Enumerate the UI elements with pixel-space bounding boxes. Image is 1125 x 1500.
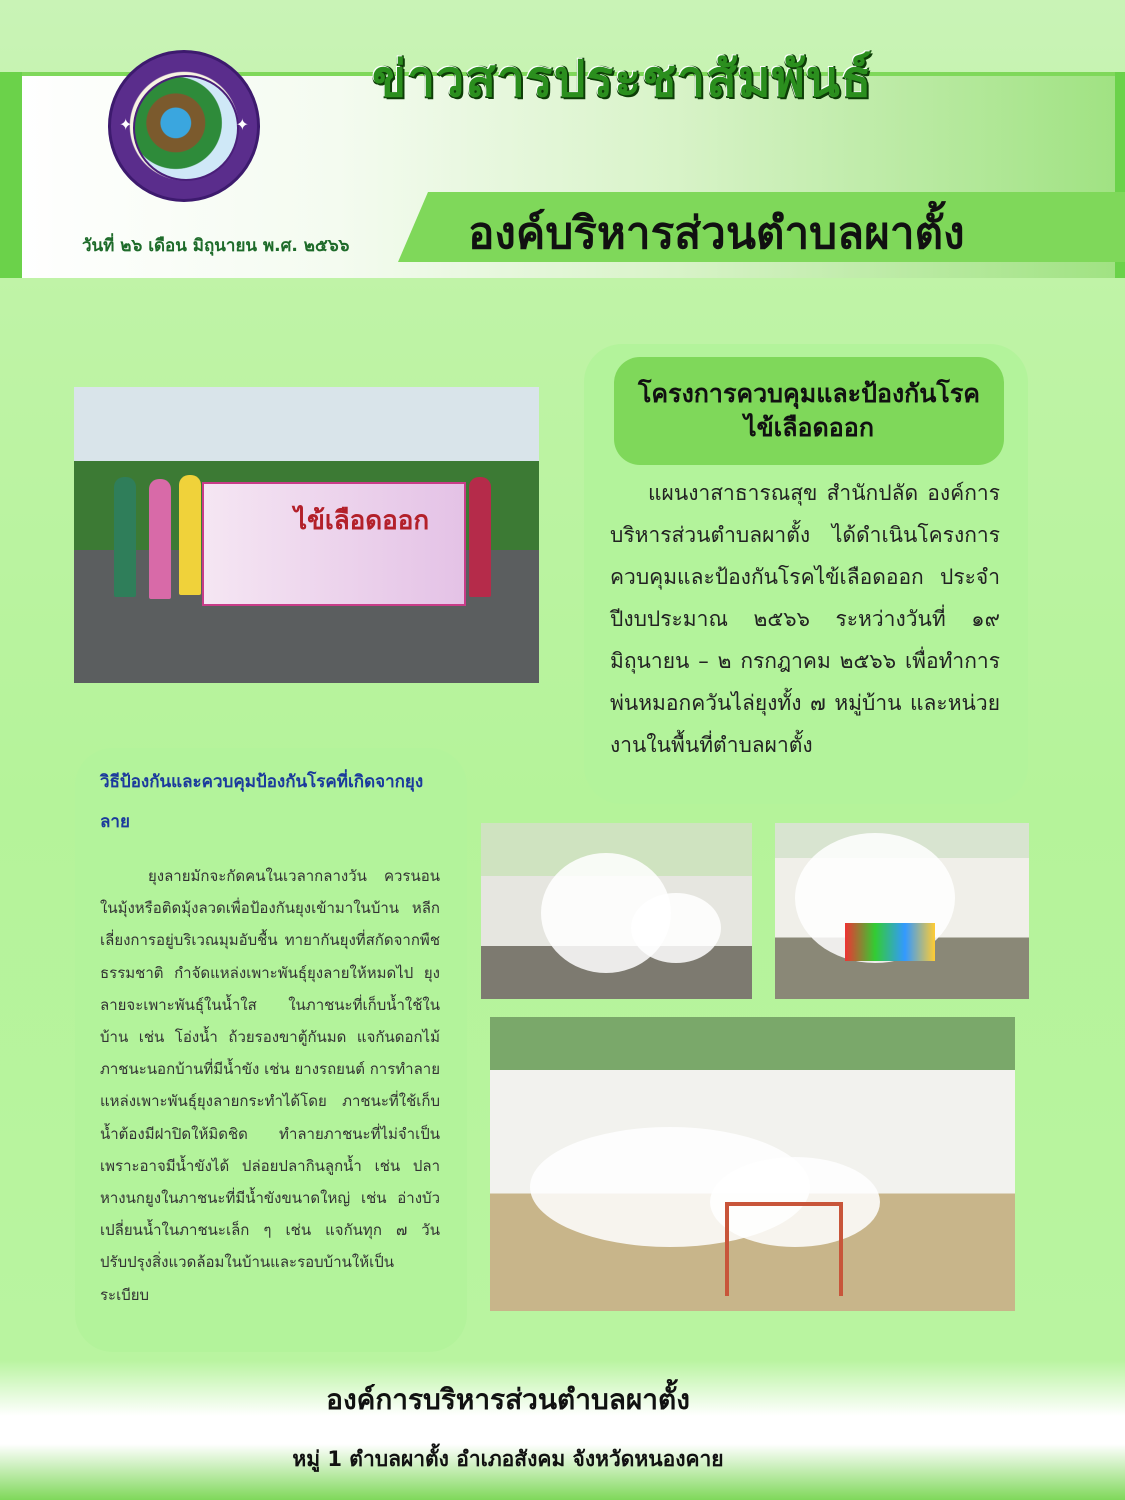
organization-title: องค์บริหารส่วนตำบลผาตั้ง xyxy=(468,208,965,259)
footer-organization: องค์การบริหารส่วนตำบลผาตั้ง xyxy=(326,1383,690,1416)
advice-body: ยุงลายมักจะกัดคนในเวลากลางวัน ควรนอนในมุ้งหรือติดมุ้งลวดเพื่อป้องกันยุงเข้ามาในบ้าน หลีกเลี่ยงการอยู่บริเวณมุมอับชื้น ทายากันยุงที่สกัดจากพืชธรรมชาติ กำจัดแหล่งเพาะพันธุ์ยุงลายให้หมดไป ยุงลายจะเพาะพันธุ์ในน้ำใส ในภาชนะที่เก็บน้ำใช้ในบ้าน เช่น โอ่งน้ำ ถ้วยรองขาตู้กันมด แจกันดอกไม้ ภาชนะนอกบ้านที่มีน้ำขัง เช่น ยางรถยนต์ การทำลายแหล่งเพาะพันธุ์ยุงลายกระทำได้โดย ภาชนะที่ใช้เก็บน้ำต้องมีฝาปิดให้มิดชิด ทำลายภาชนะที่ไม่จำเป็น เพราะอาจมีน้ำขังได้ ปล่อยปลากินลูกน้ำ เช่น ปลาหางนกยูงในภาชนะที่มีน้ำขังขนาดใหญ่ เช่น อ่างบัว เปลี่ยนน้ำในภาชนะเล็ก ๆ เช่น แจกันทุก ๗ วัน ปรับปรุงสิ่งแวดล้อมในบ้านและรอบบ้านให้เป็นระเบียบ xyxy=(100,867,440,1304)
logo-star-icon: ✦ xyxy=(119,115,133,134)
playground-slide xyxy=(725,1202,843,1296)
project-heading: โครงการควบคุมและป้องกันโรคไข้เลือดออก xyxy=(638,379,980,442)
organization-logo xyxy=(108,50,260,202)
project-description: แผนงาสาธารณสุข สำนักปลัด องค์การบริหารส่วนตำบลผาตั้ง ได้ดำเนินโครงการควบคุมและป้องกันโรคไข้เลือดออก ประจำปีงบประมาณ ๒๕๖๖ ระหว่างวันที่ ๑๙ มิถุนายน – ๒ กรกฎาคม ๒๕๖๖ เพื่อทำการพ่นหมอกควันไล่ยุงทั้ง ๗ หมู่บ้าน และหน่วยงานในพื้นที่ตำบลผาตั้ง xyxy=(610,481,1000,757)
header-left-bar xyxy=(0,72,22,278)
issue-date: วันที่ ๒๖ เดือน มิถุนายน พ.ศ. ๒๕๖๖ xyxy=(82,236,350,256)
person-figure xyxy=(469,477,491,597)
person-figure xyxy=(114,477,136,597)
logo-emblem-icon xyxy=(133,75,239,181)
page-title: ข่าวสารประชาสัมพันธ์ xyxy=(372,50,873,108)
fogging-photo-playground xyxy=(490,1017,1015,1311)
banner-text: ไข้เลือดออก xyxy=(294,506,430,536)
trash-bins xyxy=(845,923,935,961)
campaign-banner xyxy=(202,482,466,606)
advice-title: วิธีป้องกันและควบคุมป้องกันโรคที่เกิดจากยุงลาย xyxy=(100,772,424,832)
person-figure xyxy=(179,475,201,595)
fogging-photo-school xyxy=(775,823,1029,999)
campaign-banner-photo xyxy=(74,387,539,683)
person-figure xyxy=(149,479,171,599)
fog-cloud xyxy=(631,893,721,963)
footer-address: หมู่ 1 ตำบลผาตั้ง อำเภอสังคม จังหวัดหนองคาย xyxy=(292,1447,724,1471)
project-heading-box xyxy=(614,357,1004,465)
logo-star-icon: ✦ xyxy=(235,115,249,134)
fogging-photo-houses xyxy=(481,823,752,999)
